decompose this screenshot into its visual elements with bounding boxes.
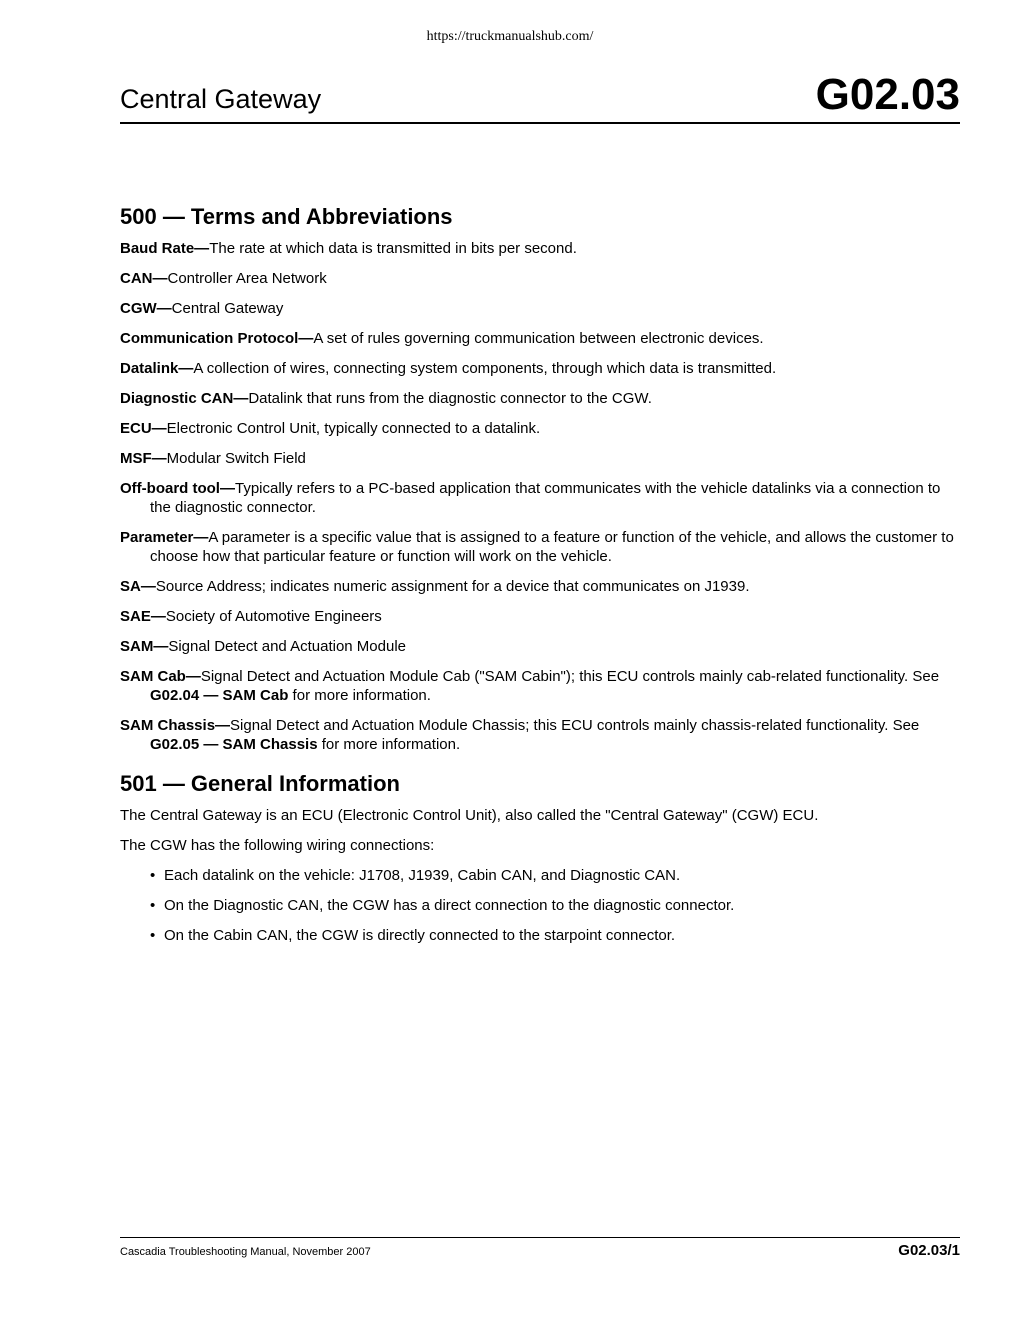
paragraph: The CGW has the following wiring connections: [120, 837, 435, 854]
term-entry-sam-cab [120, 667, 960, 705]
term-entry [120, 449, 960, 468]
page-footer [120, 1237, 960, 1259]
section-heading-terms: 500 — Terms and Abbreviations [120, 204, 453, 229]
term-definition: Signal Detect and Actuation Module Chassis; this ECU controls mainly chassis-related functionality. See [230, 717, 920, 734]
bullet-icon: • [150, 927, 156, 944]
term-name: CGW— [120, 300, 172, 317]
term-definition: The rate at which data is transmitted in bits per second. [209, 240, 577, 257]
term-definition-tail: for more information. [288, 687, 431, 704]
term-entry [120, 607, 960, 626]
term-name: Diagnostic CAN— [120, 390, 249, 407]
term-entry [120, 577, 960, 596]
term-definition: Controller Area Network [167, 270, 327, 287]
bullet-icon: • [150, 867, 156, 884]
term-name: Baud Rate— [120, 240, 210, 257]
term-name: SA— [120, 578, 156, 595]
bullet-icon: • [150, 897, 156, 914]
term-definition: Central Gateway [171, 300, 284, 317]
term-name: Communication Protocol— [120, 330, 314, 347]
term-definition-tail: for more information. [317, 736, 461, 753]
term-definition: Datalink that runs from the diagnostic connector to the CGW. [248, 390, 652, 407]
section-heading-general: 501 — General Information [120, 771, 400, 796]
term-definition: Signal Detect and Actuation Module [168, 638, 406, 655]
term-entry [120, 299, 960, 318]
term-definition: A set of rules governing communication between electronic devices. [313, 330, 764, 347]
term-entry [120, 637, 960, 656]
term-name: MSF— [120, 450, 167, 467]
term-entry [120, 419, 960, 438]
list-item-text: On the Cabin CAN, the CGW is directly connected to the starpoint connector. [164, 927, 676, 944]
term-entry-sam-chassis [120, 716, 960, 754]
list-item [150, 896, 960, 915]
bullet-list [120, 866, 960, 945]
term-entry [120, 359, 960, 378]
term-name: Datalink— [120, 360, 194, 377]
term-definition: Society of Automotive Engineers [165, 608, 382, 625]
term-definition: Typically refers to a PC-based application that communicates with the vehicle datalinks via a connection to the diagnostic connector. [150, 480, 941, 516]
term-entry [120, 269, 960, 288]
list-item-text: Each datalink on the vehicle: J1708, J1939, Cabin CAN, and Diagnostic CAN. [164, 867, 681, 884]
paragraph: The Central Gateway is an ECU (Electronic Control Unit), also called the "Central Gateway" (CGW) ECU. [120, 807, 819, 824]
cross-reference: G02.05 — SAM Chassis [150, 736, 318, 753]
list-item [150, 866, 960, 885]
cross-reference: G02.04 — SAM Cab [150, 687, 289, 704]
term-entry [120, 528, 960, 566]
term-name: SAE— [120, 608, 166, 625]
terms-list [120, 239, 960, 656]
term-name: Off-board tool— [120, 480, 235, 497]
term-entry [120, 239, 960, 258]
term-definition: A collection of wires, connecting system components, through which data is transmitted. [193, 360, 777, 377]
page-header [120, 70, 960, 124]
term-name: SAM— [120, 638, 169, 655]
list-item-text: On the Diagnostic CAN, the CGW has a direct connection to the diagnostic connector. [164, 897, 735, 914]
list-item [150, 926, 960, 945]
term-definition: A parameter is a specific value that is assigned to a feature or function of the vehicle, and allows the customer to choose how that particular feature or function will work on the vehicle. [150, 529, 954, 565]
term-entry [120, 479, 960, 517]
term-name: Parameter— [120, 529, 209, 546]
section-code: G02.03 [815, 70, 960, 119]
page-title: Central Gateway [120, 84, 322, 114]
term-definition: Electronic Control Unit, typically connected to a datalink. [166, 420, 541, 437]
term-entry [120, 329, 960, 348]
footer-manual-title: Cascadia Troubleshooting Manual, November 2007 [120, 1246, 371, 1258]
page-content [120, 203, 960, 956]
term-name: ECU— [120, 420, 167, 437]
page-number: G02.03/1 [898, 1242, 960, 1259]
source-url[interactable]: https://truckmanualshub.com/ [426, 29, 594, 44]
term-definition: Modular Switch Field [166, 450, 306, 467]
term-definition: Signal Detect and Actuation Module Cab ("SAM Cabin"); this ECU controls mainly cab-related functionality. See [200, 668, 940, 685]
term-definition: Source Address; indicates numeric assignment for a device that communicates on J1939. [155, 578, 750, 595]
term-entry [120, 389, 960, 408]
term-name: CAN— [120, 270, 168, 287]
term-name: SAM Chassis— [120, 717, 231, 734]
term-name: SAM Cab— [120, 668, 201, 685]
